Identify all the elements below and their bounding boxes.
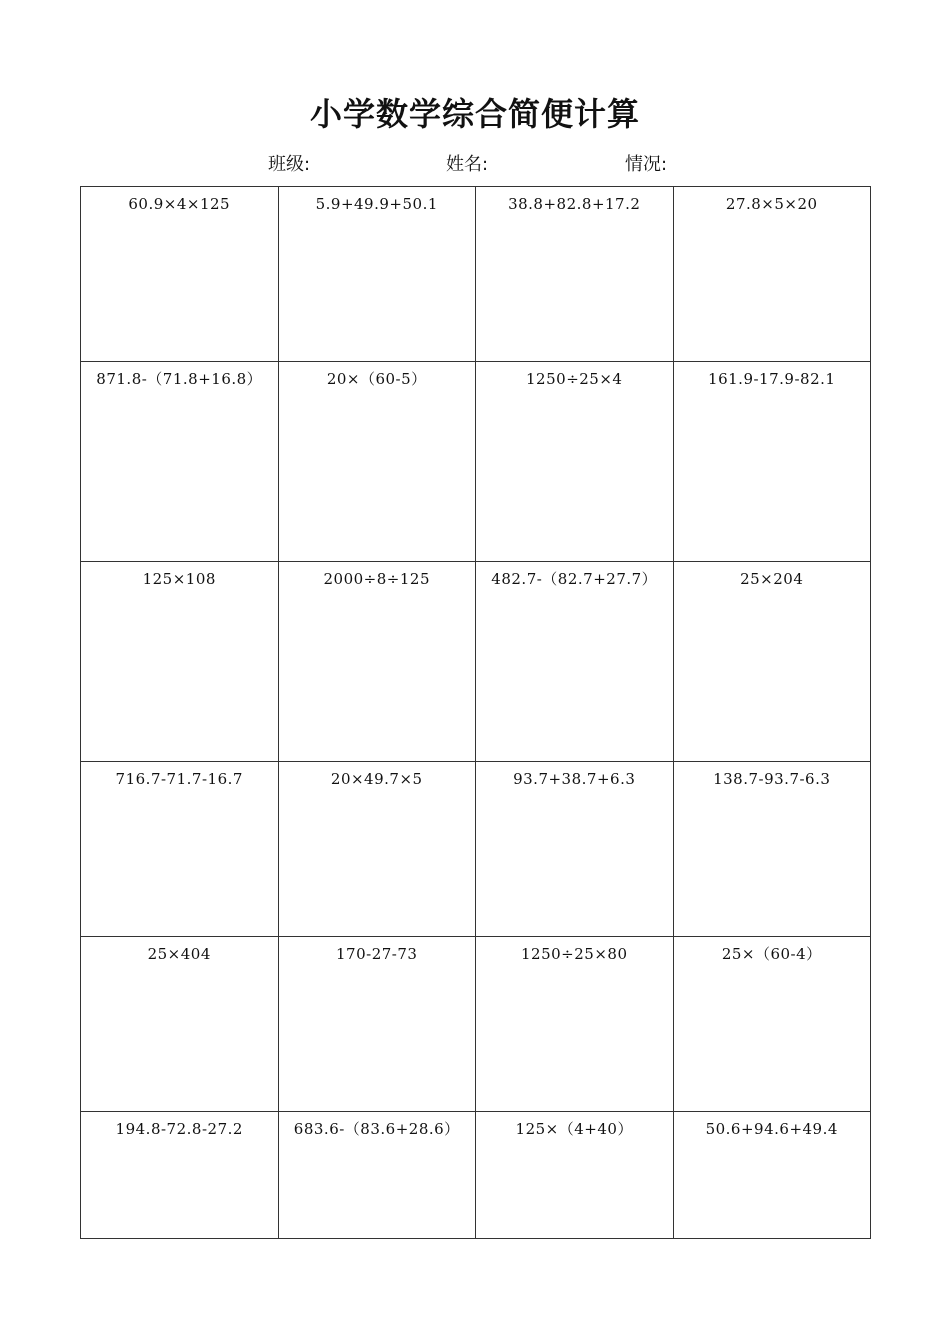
problem-cell: 125×108 xyxy=(81,562,279,762)
problem-cell: 125×（4+40） xyxy=(476,1112,674,1239)
problem-cell: 161.9-17.9-82.1 xyxy=(673,362,871,562)
problem-cell: 1250÷25×80 xyxy=(476,937,674,1112)
class-label: 班级: xyxy=(268,154,311,175)
worksheet-title: 小学数学综合简便计算 xyxy=(309,95,640,133)
problem-grid xyxy=(80,186,871,1239)
problem-cell: 5.9+49.9+50.1 xyxy=(278,187,476,362)
status-label: 情况: xyxy=(625,154,668,175)
problem-row xyxy=(81,1112,871,1239)
problem-cell: 1250÷25×4 xyxy=(476,362,674,562)
problem-cell: 25×（60-4） xyxy=(673,937,871,1112)
problem-cell: 20×（60-5） xyxy=(278,362,476,562)
problem-cell: 20×49.7×5 xyxy=(278,762,476,937)
problem-row xyxy=(81,762,871,937)
problem-cell: 683.6-（83.6+28.6） xyxy=(278,1112,476,1239)
problem-cell: 60.9×4×125 xyxy=(81,187,279,362)
problem-cell: 38.8+82.8+17.2 xyxy=(476,187,674,362)
problem-row xyxy=(81,937,871,1112)
problem-cell: 25×404 xyxy=(81,937,279,1112)
student-info-row xyxy=(0,150,950,176)
problem-cell: 2000÷8÷125 xyxy=(278,562,476,762)
problem-cell: 138.7-93.7-6.3 xyxy=(673,762,871,937)
problem-cell: 170-27-73 xyxy=(278,937,476,1112)
problem-row xyxy=(81,187,871,362)
problem-cell: 871.8-（71.8+16.8） xyxy=(81,362,279,562)
problem-cell: 27.8×5×20 xyxy=(673,187,871,362)
name-label: 姓名: xyxy=(446,154,489,175)
problem-cell: 93.7+38.7+6.3 xyxy=(476,762,674,937)
problem-cell: 50.6+94.6+49.4 xyxy=(673,1112,871,1239)
problem-cell: 194.8-72.8-27.2 xyxy=(81,1112,279,1239)
problem-row xyxy=(81,562,871,762)
problem-cell: 25×204 xyxy=(673,562,871,762)
problem-row xyxy=(81,362,871,562)
problem-cell: 482.7-（82.7+27.7） xyxy=(476,562,674,762)
problem-cell: 716.7-71.7-16.7 xyxy=(81,762,279,937)
